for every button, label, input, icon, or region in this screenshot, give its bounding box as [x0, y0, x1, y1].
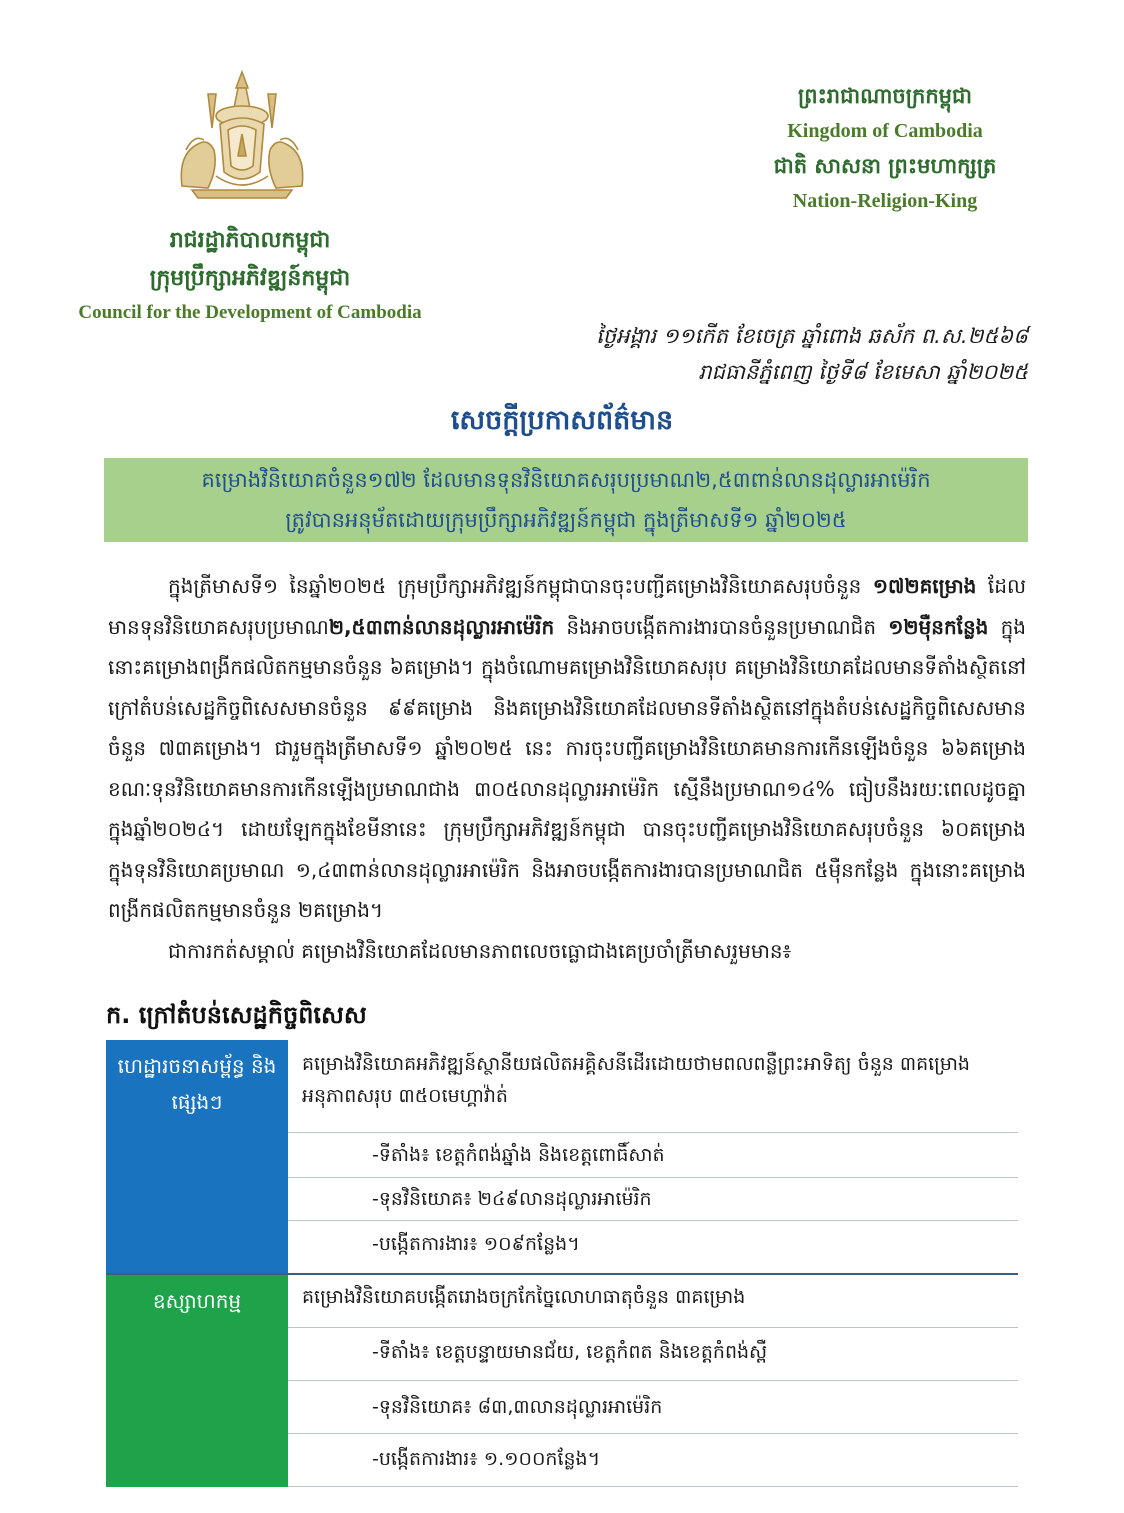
highlight-capital: ២,៥៣ពាន់លានដុល្លារអាម៉េរិក	[328, 614, 555, 639]
table-row	[106, 1040, 1018, 1133]
project-jobs: -បង្កើតការងារ៖ ១.១០០កន្លែង។	[288, 1434, 1018, 1487]
motto-khmer: ជាតិ សាសនា ព្រះមហាក្សត្រ	[773, 154, 997, 178]
solar-date: រាជធានីភ្នំពេញ ថ្ងៃទី៨ ខែមេសា ឆ្នាំ២០២៥	[698, 360, 1028, 384]
sector-cell: ឧស្សាហកម្ម	[106, 1274, 288, 1487]
project-description: គម្រោងវិនិយោគបង្កើតរោងចក្រកែច្នៃលោហធាតុចំនួន ៣គម្រោង	[288, 1274, 1018, 1328]
text-run: ក្នុងត្រីមាសទី១ នៃឆ្នាំ២០២៥ ក្រុមប្រឹក្សាអភិវឌ្ឍន៍កម្ពុជាបានចុះបញ្ជីគម្រោងវិនិយោគសរុបចំនួន	[168, 574, 873, 598]
projects-table	[106, 1040, 1018, 1487]
text-run: និងអាចបង្កើតការងារបានចំនួនប្រមាណជិត	[554, 614, 889, 639]
government-name: រាជរដ្ឋាភិបាលកម្ពុជា	[169, 228, 331, 253]
body-text	[108, 566, 1026, 971]
lunar-date: ថ្ងៃអង្គារ ១១កើត ខែចេត្រ ឆ្នាំពោង ឆស័ក ព.ស.២៥៦៨	[596, 324, 1028, 348]
motto-english: Nation-Religion-King	[792, 190, 978, 212]
kingdom-name-khmer: ព្រះរាជាណាចក្រកម្ពុជា	[797, 84, 972, 108]
issuer-header	[40, 222, 460, 326]
kingdom-header	[740, 78, 1030, 218]
royal-coat-of-arms-icon	[168, 68, 316, 204]
headline-line-1: គម្រោងវិនិយោគចំនួន១៧២ ដែលមានទុនវិនិយោគសរុបប្រមាណ២,៥៣ពាន់លានដុល្លារអាម៉េរិក	[201, 468, 931, 492]
project-capital: -ទុនវិនិយោគ៖ ២៤៩លានដុល្លារអាម៉េរិក	[288, 1178, 1018, 1221]
table-row	[106, 1274, 1018, 1328]
paragraph-notable: ជាការកត់សម្គាល់ គម្រោងវិនិយោគដែលមានភាពលេចធ្លោជាងគេប្រចាំត្រីមាសរួមមាន៖	[168, 938, 792, 963]
council-name-khmer: ក្រុមប្រឹក្សាអភិវឌ្ឍន៍កម្ពុជា	[149, 266, 351, 291]
project-location: -ទីតាំង៖ ខេត្តបន្ទាយមានជ័យ, ខេត្តកំពត និងខេត្តកំពង់ស្ពឺ	[288, 1328, 1018, 1381]
highlight-jobs: ១២ម៉ឺនកន្លែង	[888, 614, 989, 639]
date-block	[596, 318, 1028, 390]
page-title: សេចក្តីប្រកាសព័ត៌មាន	[450, 405, 674, 436]
headline-line-2: ត្រូវបានអនុម័តដោយក្រុមប្រឹក្សាអភិវឌ្ឍន៍កម្ពុជា ក្នុងត្រីមាសទី១ ឆ្នាំ២០២៥	[285, 508, 847, 532]
project-location: -ទីតាំង៖ ខេត្តកំពង់ឆ្នាំង និងខេត្តពោធិ៍សាត់	[288, 1133, 1018, 1178]
council-name-english: Council for the Development of Cambodia	[78, 302, 422, 323]
project-description: គម្រោងវិនិយោគអភិវឌ្ឍន៍ស្ថានីយផលិតអគ្គិសនីដើរដោយថាមពលពន្លឺព្រះអាទិត្យ ចំនួន ៣គម្រោង អនុភាពសរុប ៣៥០មេហ្គាវ៉ាត់	[288, 1040, 1018, 1133]
headline-banner	[104, 458, 1028, 542]
text-run: ដែលមានទុនវិនិយោគសរុបប្រមាណ	[108, 574, 1026, 639]
section-heading: ក. ក្រៅតំបន់សេដ្ឋកិច្ចពិសេស	[106, 1001, 367, 1029]
project-capital: -ទុនវិនិយោគ៖ ៨៣,៣លានដុល្លារអាម៉េរិក	[288, 1381, 1018, 1434]
highlight-project-count: ១៧២គម្រោង	[872, 574, 977, 598]
text-run: ក្នុងនោះគម្រោងពង្រីកផលិតកម្មមានចំនួន ៦គម្រោង។ ក្នុងចំណោមគម្រោងវិនិយោគសរុប គម្រោងវិនិយោគដែលមានទីតាំងស្ថិតនៅក្រៅតំបន់សេដ្ឋកិច្ចពិសេសមានចំនួន ៩៩គម្រោង និងគម្រោងវិនិយោគដែលមានទីតាំងស្ថិតនៅក្នុងតំបន់សេដ្ឋកិច្ចពិសេសមានចំនួន ៧៣គម្រោង។ ជារួមក្នុងត្រីមាសទី១ ឆ្នាំ២០២៥ នេះ ការចុះបញ្ជីគម្រោងវិនិយោគមានការកើនឡើងចំនួន ៦៦គម្រោង ខណៈទុនវិនិយោគមានការកើនឡើងប្រមាណជាង ៣០៥លានដុល្លារអាម៉េរិក ស្មើនឹងប្រមាណ១៤% ធៀបនឹងរយៈពេលដូចគ្នាក្នុងឆ្នាំ២០២៤។ ដោយឡែកក្នុងខែមីនានេះ ក្រុមប្រឹក្សាអភិវឌ្ឍន៍កម្ពុជា បានចុះបញ្ជីគម្រោងវិនិយោគសរុបចំនួន ៦០គម្រោង ក្នុងទុនវិនិយោគប្រមាណ ១,៤៣ពាន់លានដុល្លារអាម៉េរិក និងអាចបង្កើតការងារបានប្រមាណជិត ៥ម៉ឺនកន្លែង ក្នុងនោះគម្រោងពង្រីកផលិតកម្មមានចំនួន ២គម្រោង។	[108, 614, 1026, 922]
kingdom-name-english: Kingdom of Cambodia	[787, 120, 983, 142]
sector-cell: ហេដ្ឋារចនាសម្ព័ន្ធ និងផ្សេងៗ	[106, 1040, 288, 1274]
paragraph-summary	[108, 566, 1026, 931]
project-jobs: -បង្កើតការងារ៖ ១០៩កន្លែង។	[372, 1233, 580, 1255]
